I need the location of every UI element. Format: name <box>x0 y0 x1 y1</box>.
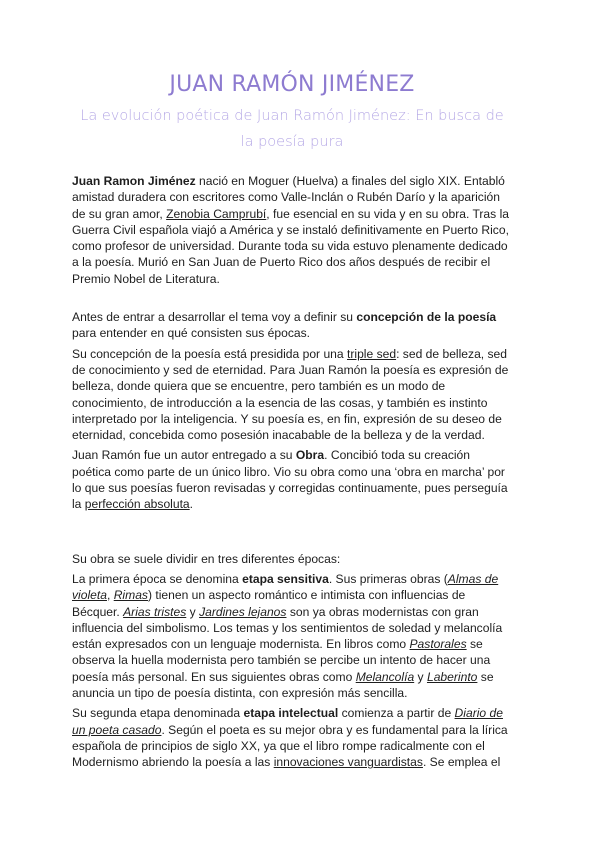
bold-etapa-sensitiva: etapa sensitiva <box>242 571 329 586</box>
work-title: Pastorales <box>409 637 467 652</box>
work-title: Melancolía <box>355 669 415 684</box>
underlined-zenobia: Zenobia Camprubí <box>166 206 267 221</box>
paragraph-etapa-sensitiva: La primera época se denomina etapa sensitiva. Sus primeras obras (Almas de violeta, Rimas) tienen un aspecto romántico e intimista con influencias de Bécquer. Arias tristes y Jardines lejanos son ya obras modernistas con gran influencia del simbolismo. Los temas y los sentimientos de soledad y melancolía están expresados con un lenguaje modernista. En libros como Pastorales se observa la huella modernista pero también se percibe un intento de hacer una poesía más personal. En sus siguientes obras como Melancolía y Laberinto se anuncia un tipo de poesía distinta, con expresión más sencilla. <box>72 571 503 701</box>
underlined-perfeccion: perfección absoluta <box>84 497 190 512</box>
work-title: Jardines lejanos <box>199 604 287 619</box>
paragraph-intro: Antes de entrar a desarrollar el tema voy a definir su concepción de la poesía para entender en qué consisten sus épocas. <box>72 310 497 341</box>
paragraph-concepcion: Su concepción de la poesía está presidida por una triple sed: sed de belleza, sed de conocimiento y sed de eternidad. Para Juan Ramón la poesía es expresión de belleza, donde quiera que se encuentre, pero también es un modo de conocimiento, de introducción a la esencia de las cosas, y también es instinto interpretado por la inteligencia. Y su poesía es, en fin, expresión de su deseo de eternidad, concebida como posesión inacabable de la belleza y de la verdad. <box>72 346 509 443</box>
bold-obra: Obra <box>295 448 325 463</box>
work-title: Diario de un poeta casado <box>72 706 503 737</box>
document-title: JUAN RAMÓN JIMÉNEZ <box>169 72 415 97</box>
document-subtitle: La evolución poética de Juan Ramón Jiménez: En busca de la poesía pura <box>80 108 504 150</box>
work-title: Laberinto <box>426 669 478 684</box>
bold-etapa-intelectual: etapa intelectual <box>243 706 339 721</box>
work-title: Rimas <box>113 588 148 603</box>
spacer <box>72 517 512 551</box>
paragraph-biography: Juan Ramon Jiménez nació en Moguer (Huelva) a finales del siglo XIX. Entabló amistad duradera con escritores como Valle-Inclán o Rubén Darío y la aparición de su gran amor, Zenobia Camprubí, fue esencial en su vida y en su obra. Tras la Guerra Civil española viajó a América y se instaló definitivamente en Puerto Rico, como profesor de universidad. Durante toda su vida estuvo plenamente dedicado a la poesía. Murió en San Juan de Puerto Rico dos años después de recibir el Premio Nobel de Literatura. <box>72 174 509 286</box>
work-title: Almas de violeta <box>72 571 499 603</box>
underlined-innovaciones: innovaciones vanguardistas <box>273 755 423 770</box>
author-name: Juan Ramon Jiménez <box>72 174 196 188</box>
bold-concepcion: concepción de la poesía <box>356 310 497 325</box>
paragraph-obra: Juan Ramón fue un autor entregado a su Obra. Concibió toda su creación poética como parte de un único libro. Vio su obra como una ‘obra en marcha’ por lo que sus poesías fueron revisadas y corregidas continuamente, pues perseguía la perfección absoluta. <box>72 448 508 512</box>
work-title: Arias tristes <box>123 604 187 619</box>
underlined-triple-sed: triple sed <box>347 346 397 361</box>
paragraph-etapa-intelectual: Su segunda etapa denominada etapa intelectual comienza a partir de Diario de un poeta casado. Según el poeta es su mejor obra y es fundamental para la lírica española de principios de siglo XX, ya que el libro rompe radicalmente con el Modernismo abriendo la poesía a las innovaciones vanguardistas. Se emplea el <box>72 706 508 770</box>
spacer <box>72 291 512 309</box>
paragraph-epocas: Su obra se suele dividir en tres diferentes épocas: <box>72 551 341 566</box>
